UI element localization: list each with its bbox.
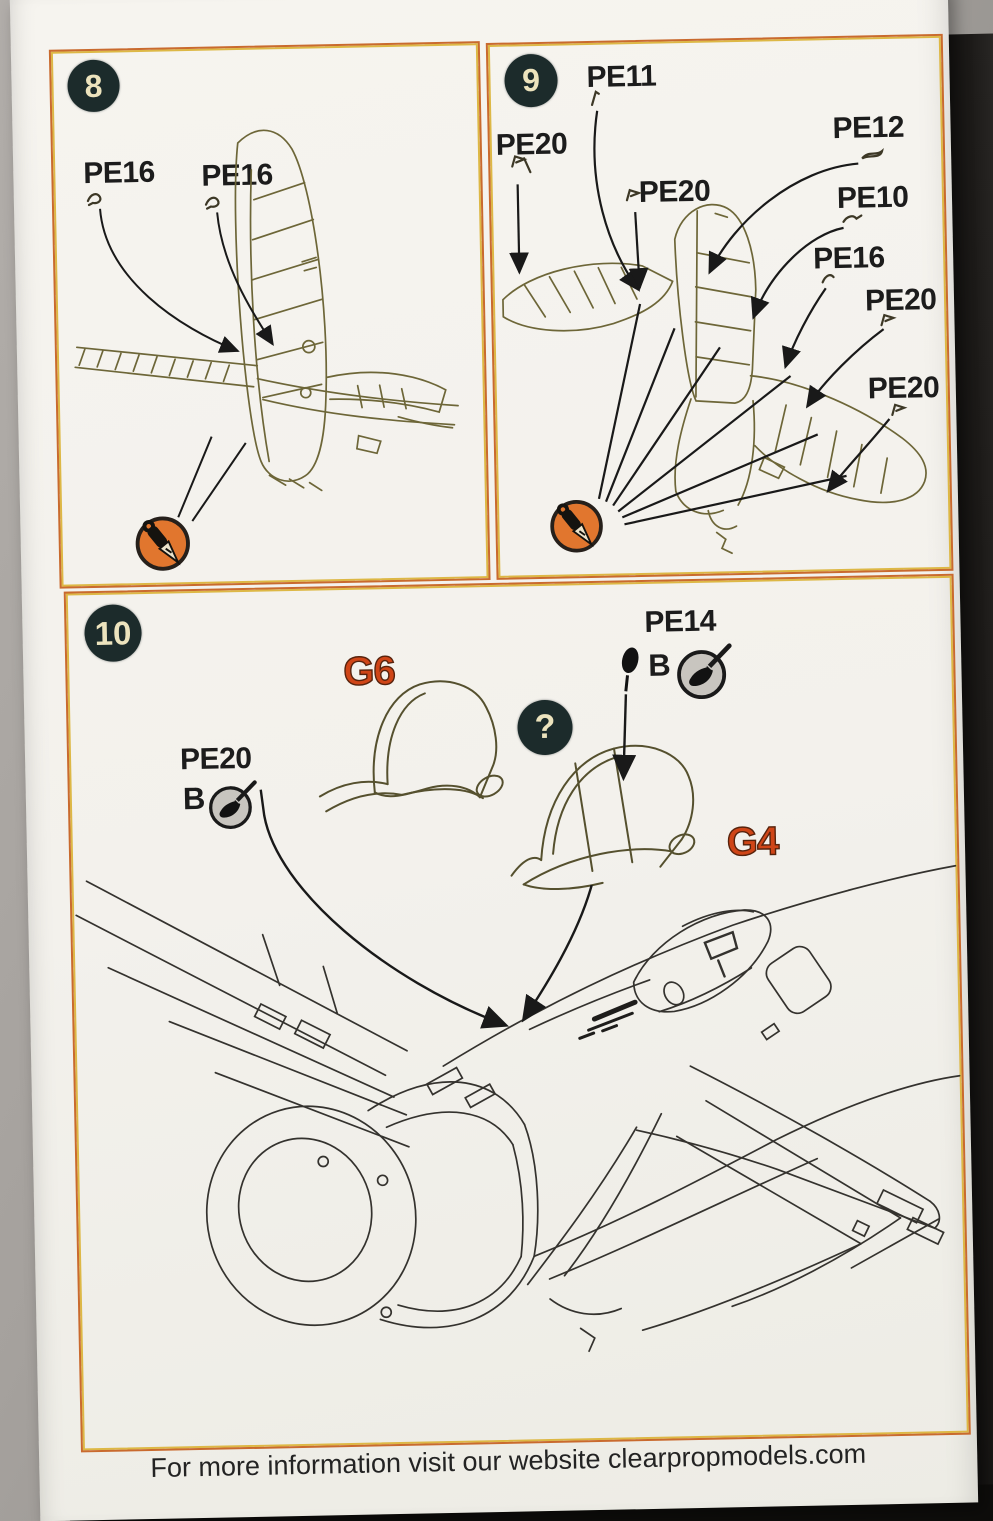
cut-knife-icon: [547, 495, 608, 556]
step-number-badge: [504, 54, 558, 108]
step-number-badge: [67, 59, 120, 112]
pe14-part-glyph: [619, 645, 642, 691]
part-label-pe16: PE16: [812, 241, 885, 276]
part-label-pe20: PE20: [179, 741, 252, 777]
part-label-pe14: PE14: [644, 604, 717, 639]
cut-knife-icon: [132, 511, 195, 574]
question-badge: [517, 699, 573, 755]
leader-lines: [259, 694, 633, 1029]
step-number-badge: [84, 604, 142, 662]
glue-type-letter: B: [182, 780, 206, 817]
pe12-part-glyph: [862, 151, 882, 158]
pe20-part-glyph: [892, 405, 904, 415]
pe16-part-glyph: [206, 198, 219, 209]
glue-brush-icon: [203, 776, 260, 833]
pe-part-glyphs: [88, 192, 219, 211]
part-label-pe16-1: PE16: [82, 155, 156, 191]
step-10-panel: [64, 574, 971, 1453]
step-8-panel: [49, 41, 491, 589]
pe20-part-glyph: [627, 190, 639, 200]
step-number: 9: [521, 61, 541, 99]
part-label-g6: G6: [342, 648, 396, 695]
canopy-part-g4: [509, 745, 698, 890]
glue-callout-pe20: [183, 781, 206, 817]
part-label-pe11: PE11: [586, 59, 657, 95]
instruction-sheet-page: [10, 0, 978, 1521]
part-label-pe20-right-lower: PE20: [867, 370, 940, 406]
step10-assembly-drawing: [66, 576, 969, 1451]
glue-type-letter: B: [647, 647, 672, 683]
step-9-panel: [486, 34, 954, 580]
pe10-part-glyph: [843, 216, 861, 222]
glue-brush-icon: [671, 638, 736, 703]
part-label-g4: G4: [726, 819, 779, 865]
leader-lines: [516, 105, 891, 526]
part-label-pe12: PE12: [832, 110, 905, 146]
part-label-pe20-right-upper: PE20: [864, 283, 937, 318]
aircraft-drawing: [76, 864, 965, 1362]
part-label-pe16-2: PE16: [201, 158, 274, 193]
part-label-pe10: PE10: [836, 180, 909, 216]
footer-website-note: For more information visit our website clearpropmodels.com: [150, 1438, 867, 1484]
question-mark: ?: [534, 707, 556, 747]
part-label-pe20-left: PE20: [495, 127, 568, 162]
step-number: 8: [84, 67, 103, 104]
part-label-pe20-mid: PE20: [638, 174, 711, 209]
step-number: 10: [94, 613, 132, 652]
glue-callout-pe14: [648, 647, 671, 683]
leader-lines: [100, 205, 276, 522]
windscreen-part-g6: [318, 680, 507, 811]
step8-assembly-drawing: [51, 43, 489, 586]
pe16-part-glyph: [88, 194, 101, 205]
